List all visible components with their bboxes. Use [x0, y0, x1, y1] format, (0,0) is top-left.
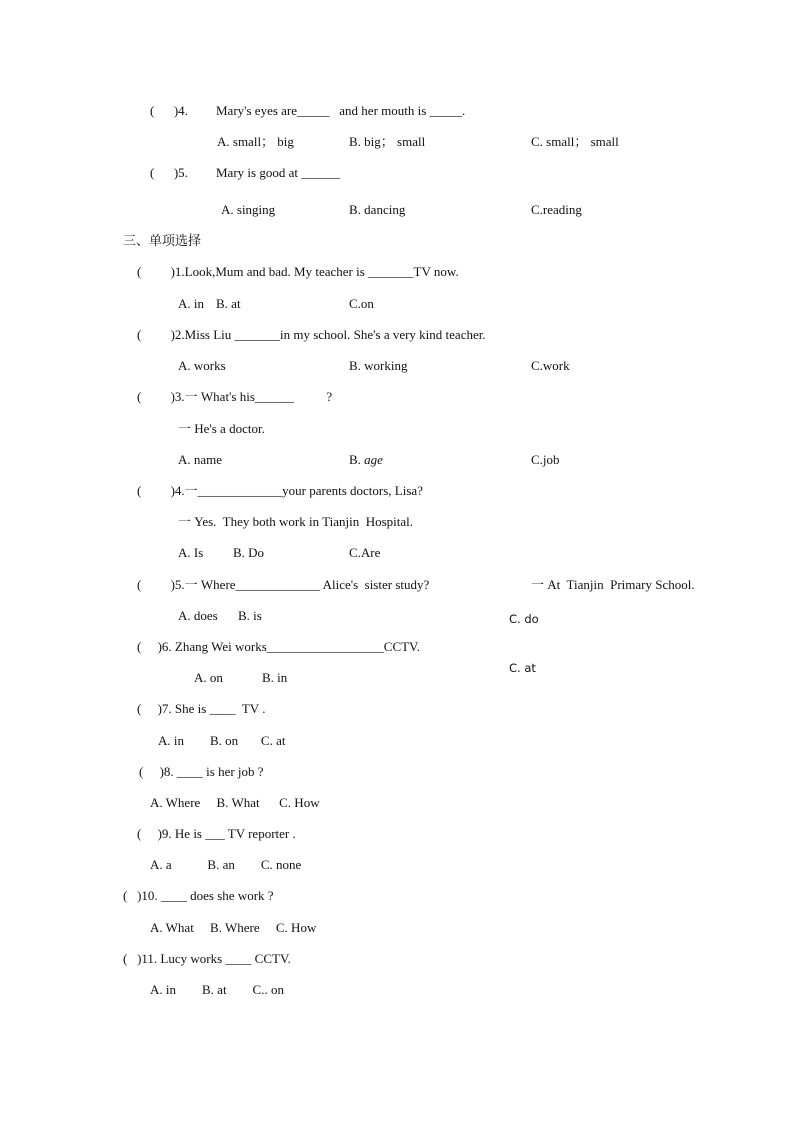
s3-question-3-stem: ( )3.一 What's his______ ?	[137, 389, 333, 404]
s3-question-2-option-a: A. works	[178, 358, 226, 373]
s3-question-3-option-b-prefix: B.	[349, 452, 365, 467]
s3-question-7-options: A. in B. on C. at	[158, 733, 286, 748]
s3-question-4-reply: 一 Yes. They both work in Tianjin Hospital.	[178, 514, 413, 529]
s3-question-5-option-b: B. is	[238, 608, 262, 623]
s3-question-1-option-b: B. at	[216, 296, 241, 311]
s3-question-3-option-b	[349, 452, 383, 468]
s3-question-2-stem: ( )2.Miss Liu _______in my school. She's a very kind teacher.	[137, 327, 486, 342]
s3-question-3-option-b-word: age	[364, 452, 383, 467]
question-4-option-c: C. small； small	[531, 134, 619, 149]
s3-question-11-options: A. in B. at C.. on	[150, 982, 284, 997]
s3-question-9-options: A. a B. an C. none	[150, 857, 302, 872]
s3-question-10-stem: ( )10. ____ does she work ?	[123, 888, 274, 903]
s3-question-6-option-b: B. in	[262, 670, 288, 685]
s3-question-2-option-b: B. working	[349, 358, 408, 373]
s3-question-2-option-c: C.work	[531, 358, 570, 373]
s3-question-3-option-c: C.job	[531, 452, 560, 467]
s3-question-3-option-a: A. name	[178, 452, 223, 467]
s3-question-4-stem: ( )4.一_____________your parents doctors, Lisa?	[137, 483, 423, 498]
question-4-option-b: B. big； small	[349, 134, 426, 149]
s3-question-6-option-a: A. on	[194, 670, 223, 685]
s3-question-5-stem: ( )5.一 Where_____________ Alice's sister study?	[137, 577, 430, 592]
question-4-option-a: A. small； big	[217, 134, 294, 149]
s3-question-1-stem: ( )1.Look,Mum and bad. My teacher is _______TV now.	[137, 264, 459, 279]
s3-question-1-option-c: C.on	[349, 296, 374, 311]
question-5-option-a: A. singing	[221, 202, 276, 217]
s3-question-3-reply: 一 He's a doctor.	[178, 421, 265, 436]
s3-question-7-stem: ( )7. She is ____ TV .	[137, 701, 266, 716]
s3-question-9-stem: ( )9. He is ___ TV reporter .	[137, 826, 296, 841]
s3-question-4-option-a: A. Is	[178, 545, 204, 560]
question-5-option-c: C.reading	[531, 202, 582, 217]
s3-question-5-reply: 一 At Tianjin Primary School.	[531, 577, 695, 592]
section-3-title: 三、单项选择	[123, 233, 202, 248]
s3-question-4-option-b: B. Do	[233, 545, 265, 560]
s3-question-6-option-c: C. at	[509, 661, 536, 675]
s3-question-5-option-c: C. do	[509, 612, 539, 626]
s3-question-8-options: A. Where B. What C. How	[150, 795, 320, 810]
question-5-option-b: B. dancing	[349, 202, 406, 217]
s3-question-6-stem: ( )6. Zhang Wei works__________________CCTV.	[137, 639, 421, 654]
s3-question-11-stem: ( )11. Lucy works ____ CCTV.	[123, 951, 291, 966]
s3-question-1-option-a: A. in	[178, 296, 204, 311]
s3-question-8-stem: ( )8. ____ is her job ?	[139, 764, 264, 779]
question-5-stem: Mary is good at ______	[216, 165, 341, 180]
question-4-paren: ( )4.	[150, 103, 188, 118]
s3-question-4-option-c: C.Are	[349, 545, 381, 560]
question-5-paren: ( )5.	[150, 165, 188, 180]
s3-question-5-option-a: A. does	[178, 608, 218, 623]
s3-question-10-options: A. What B. Where C. How	[150, 920, 317, 935]
question-4-stem: Mary's eyes are_____ and her mouth is _____.	[216, 103, 466, 118]
